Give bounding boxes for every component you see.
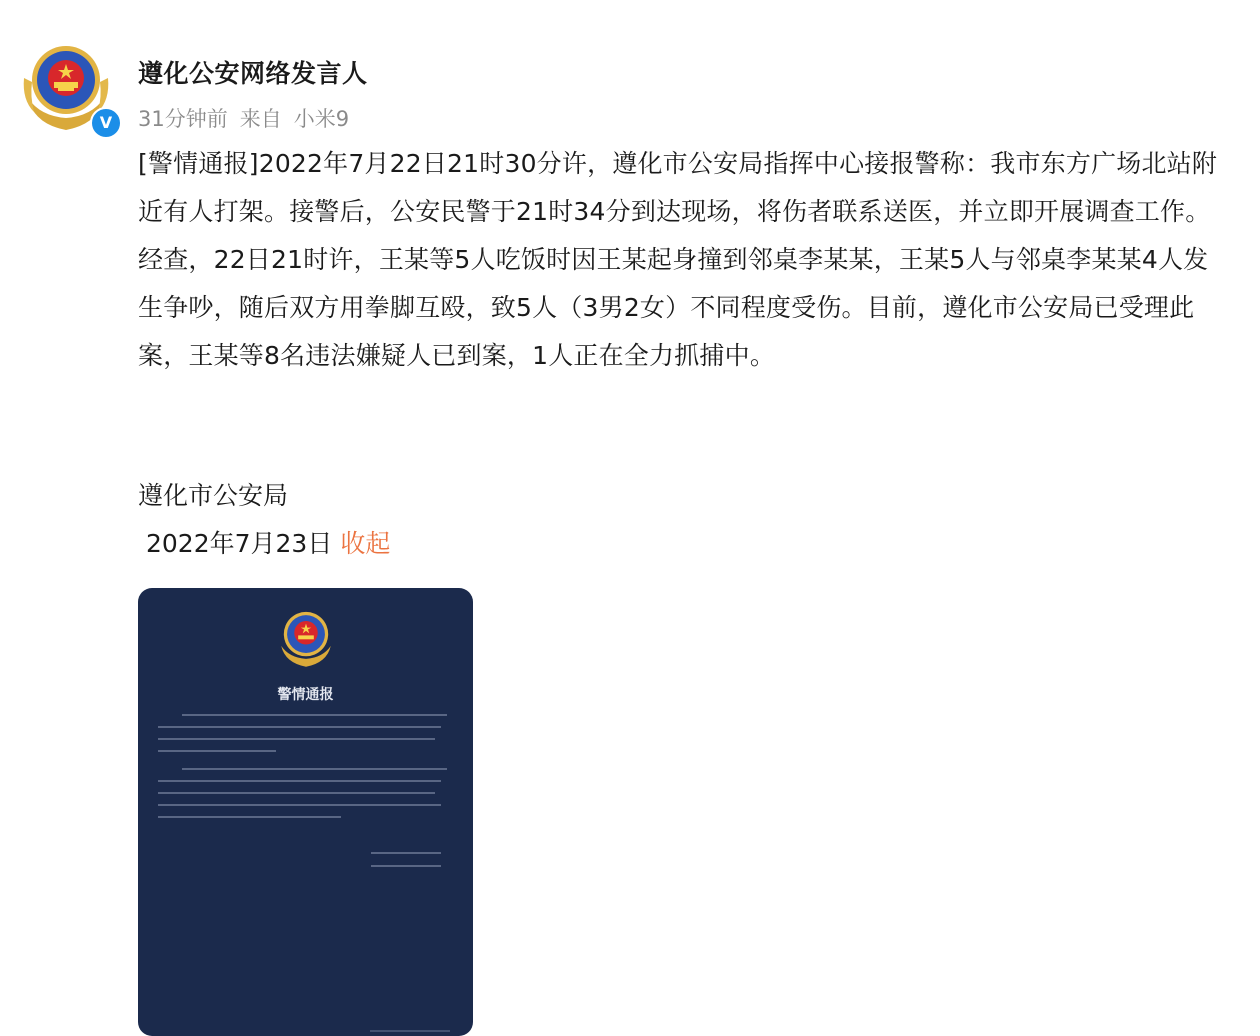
account-name[interactable]: 遵化公安网络发言人: [138, 59, 368, 88]
card-watermark: [370, 1030, 450, 1032]
post-paragraph: 经查，22日21时许，王某等5人吃饭时因王某起身撞到邻桌李某某，王某5人与邻桌李某某4人发生争吵，随后双方用拳脚互殴，致5人（3男2女）不同程度受伤。目前，遵化市公安局已受理此案，王某等8名违法嫌疑人已到案，1人正在全力抓捕中。: [138, 245, 1209, 370]
card-title: 警情通报: [277, 687, 334, 703]
card-text-block: [158, 714, 453, 828]
police-emblem-icon: [276, 606, 336, 670]
card-signature-block: [371, 852, 441, 878]
source-label: 来自: [239, 107, 282, 131]
post-paragraph: [警情通报]2022年7月22日21时30分许，遵化市公安局指挥中心接报警称：我市东方广场北站附近有人打架。接警后，公安民警于21时34分到达现场，将伤者联系送医，并立即开展调查工作。: [138, 149, 1218, 226]
post-date: 2022年7月23日: [146, 529, 333, 558]
post-signature: 遵化市公安局: [138, 481, 289, 510]
verified-badge-icon: V: [90, 107, 122, 139]
collapse-link[interactable]: 收起: [340, 529, 391, 558]
device-name: 小米9: [293, 107, 350, 131]
attached-image[interactable]: [138, 588, 473, 1036]
post-body: [138, 140, 1223, 380]
post-dateline: [146, 524, 390, 560]
post-time[interactable]: 31分钟前: [138, 107, 228, 131]
post-meta: [138, 103, 361, 133]
